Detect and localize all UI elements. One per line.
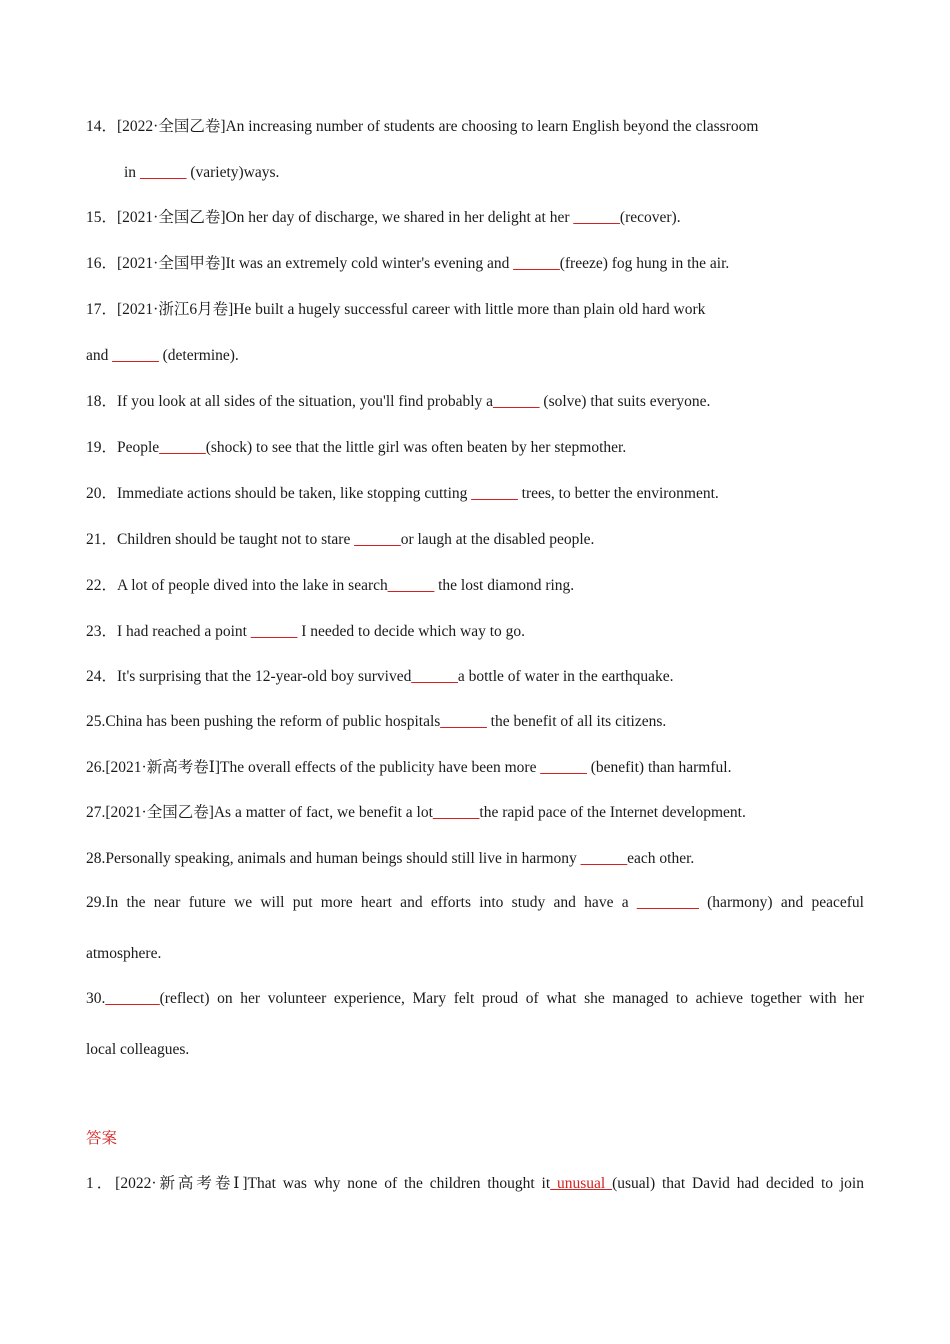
question-text: in xyxy=(124,164,140,181)
question-text: trees, to better the environment. xyxy=(517,485,719,502)
question-23 xyxy=(86,622,525,642)
question-text: 14．[2022·全国乙卷]An increasing number of students are choosing to learn English beyond the classroom xyxy=(86,118,759,135)
answer-blank: ______ xyxy=(471,485,518,502)
question-text: I needed to decide which way to go. xyxy=(297,623,526,640)
answer-1 xyxy=(86,1174,864,1194)
answer-word: unusual xyxy=(550,1175,613,1192)
question-text: (usual) that David had decided to join xyxy=(612,1175,864,1192)
question-29-line-2 xyxy=(86,944,161,964)
question-text: 21．Children should be taught not to stare xyxy=(86,531,355,548)
question-22 xyxy=(86,576,574,596)
question-text: 16．[2021·全国甲卷]It was an extremely cold winter's evening and xyxy=(86,255,514,272)
answer-blank: ______ xyxy=(432,804,480,821)
question-17-line-1 xyxy=(86,300,705,320)
question-text: 19．People xyxy=(86,439,160,456)
question-text: (shock) to see that the little girl was often beaten by her stepmother. xyxy=(205,439,627,456)
question-text: 22．A lot of people dived into the lake in search xyxy=(86,577,388,594)
answer-blank: ______ xyxy=(250,623,298,640)
question-text: 27.[2021·全国乙卷]As a matter of fact, we benefit a lot xyxy=(86,804,433,821)
answer-blank: ________ xyxy=(636,894,699,911)
question-text: 23．I had reached a point xyxy=(86,623,251,640)
question-text: 25.China has been pushing the reform of public hospitals xyxy=(86,713,441,730)
answer-blank: ______ xyxy=(513,255,560,272)
answer-blank: ______ xyxy=(159,439,206,456)
question-14-line-2 xyxy=(124,163,279,183)
question-text: the lost diamond ring. xyxy=(434,577,575,594)
answer-blank: ______ xyxy=(540,759,587,776)
question-text: atmosphere. xyxy=(86,945,162,962)
question-30-line-1 xyxy=(86,989,864,1009)
question-text: (variety)ways. xyxy=(186,164,280,181)
answer-blank: ______ xyxy=(580,850,628,867)
question-text: each other. xyxy=(627,850,695,867)
question-25 xyxy=(86,712,666,732)
question-19 xyxy=(86,438,626,458)
question-text: 29.In the near future we will put more heart and efforts into study and have a xyxy=(86,894,637,911)
question-text: (recover). xyxy=(619,209,681,226)
answers-heading: 答案 xyxy=(86,1130,118,1147)
question-text: 17．[2021·浙江6月卷]He built a hugely successful career with little more than plain old hard work xyxy=(86,301,706,318)
question-21 xyxy=(86,530,594,550)
question-18 xyxy=(86,392,710,412)
question-text: and xyxy=(86,347,113,364)
answer-blank: ______ xyxy=(387,577,435,594)
answer-blank: ______ xyxy=(573,209,620,226)
question-text: 30. xyxy=(86,990,106,1007)
question-15 xyxy=(86,208,681,228)
question-text: 15．[2021·全国乙卷]On her day of discharge, we shared in her delight at her xyxy=(86,209,574,226)
question-text: 20．Immediate actions should be taken, like stopping cutting xyxy=(86,485,472,502)
question-text: (determine). xyxy=(158,347,239,364)
answer-blank: ______ xyxy=(139,164,187,181)
question-text: (freeze) fog hung in the air. xyxy=(559,255,730,272)
question-20 xyxy=(86,484,719,504)
question-16 xyxy=(86,254,729,274)
question-text: 1．[2022·新高考卷Ⅰ]That was why none of the children thought it xyxy=(86,1175,551,1192)
answer-blank: _______ xyxy=(105,990,160,1007)
question-text: (harmony) and peaceful xyxy=(698,894,864,911)
question-text: the rapid pace of the Internet development. xyxy=(479,804,746,821)
question-27 xyxy=(86,803,746,823)
question-14-line-1 xyxy=(86,117,758,137)
question-text: the benefit of all its citizens. xyxy=(486,713,667,730)
question-text: 26.[2021·新高考卷Ⅰ]The overall effects of the publicity have been more xyxy=(86,759,541,776)
question-text: (solve) that suits everyone. xyxy=(539,393,711,410)
question-text: 28.Personally speaking, animals and human beings should still live in harmony xyxy=(86,850,581,867)
question-17-line-2 xyxy=(86,346,239,366)
answer-blank: ______ xyxy=(112,347,159,364)
question-text: (reflect) on her volunteer experience, Mary felt proud of what she managed to achieve together with her xyxy=(159,990,864,1007)
question-30-line-2 xyxy=(86,1040,189,1060)
question-24 xyxy=(86,667,673,687)
answer-blank: ______ xyxy=(354,531,401,548)
question-text: a bottle of water in the earthquake. xyxy=(457,668,674,685)
question-26 xyxy=(86,758,731,778)
question-28 xyxy=(86,849,694,869)
answer-blank: ______ xyxy=(440,713,487,730)
question-text: 18．If you look at all sides of the situation, you'll find probably a xyxy=(86,393,494,410)
question-29-line-1 xyxy=(86,893,864,913)
question-text: or laugh at the disabled people. xyxy=(400,531,595,548)
answer-blank: ______ xyxy=(411,668,458,685)
question-text: local colleagues. xyxy=(86,1041,190,1058)
question-text: (benefit) than harmful. xyxy=(586,759,732,776)
question-text: 24．It's surprising that the 12-year-old boy survived xyxy=(86,668,412,685)
answer-blank: ______ xyxy=(493,393,540,410)
